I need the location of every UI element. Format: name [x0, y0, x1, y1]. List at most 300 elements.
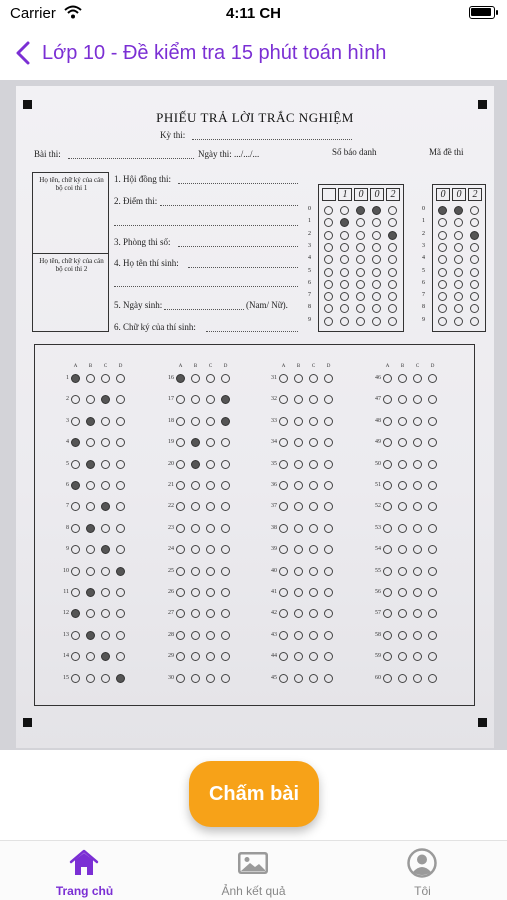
answer-bubble: [324, 609, 333, 618]
answer-bubble: [176, 417, 185, 426]
tab-profile-label: Tôi: [414, 884, 431, 898]
answer-bubble: [279, 502, 288, 511]
question-number: 37: [271, 503, 277, 510]
question-number: 54: [375, 546, 381, 553]
candidate-number-bubble: [324, 317, 333, 326]
answer-bubble: [398, 460, 407, 469]
answer-bubble: [86, 374, 95, 383]
answer-bubble: [101, 567, 110, 576]
question-number: 50: [375, 460, 381, 467]
exam-code-bubble: [438, 292, 447, 301]
answer-bubble: [279, 609, 288, 618]
choice-letter: A: [281, 364, 286, 369]
answer-bubble: [428, 652, 437, 661]
exam-code-row-label: 3: [422, 242, 425, 249]
answer-bubble: [221, 374, 230, 383]
candidate-number-bubble: [356, 243, 365, 252]
answer-bubble: [116, 545, 125, 554]
answer-bubble: [221, 524, 230, 533]
answer-grid: [35, 345, 476, 707]
question-number: 2: [66, 396, 69, 403]
question-number: 19: [168, 439, 174, 446]
answer-bubble: [71, 417, 80, 426]
answer-bubble: [398, 502, 407, 511]
answer-bubble: [71, 652, 80, 661]
answer-bubble: [324, 502, 333, 511]
exam-code-row-label: 2: [422, 230, 425, 237]
answer-bubble: [71, 567, 80, 576]
candidate-number-bubble: [372, 304, 381, 313]
answer-bubble: [116, 438, 125, 447]
answer-bubble: [413, 395, 422, 404]
answer-bubble: [428, 588, 437, 597]
answer-bubble: [191, 674, 200, 683]
answer-bubble: [324, 417, 333, 426]
answer-bubble: [86, 417, 95, 426]
exam-code-row-label: 5: [422, 267, 425, 274]
question-number: 52: [375, 503, 381, 510]
exam-code-bubble: [470, 317, 479, 326]
exam-code-row-label: 8: [422, 304, 425, 311]
answer-bubble: [294, 417, 303, 426]
candidate-number-box: [308, 184, 404, 332]
answer-bubble: [116, 652, 125, 661]
answer-bubble: [176, 502, 185, 511]
exam-code-written-digit: 0: [436, 188, 450, 201]
answer-bubble: [398, 609, 407, 618]
answer-bubble: [191, 545, 200, 554]
answer-bubble: [176, 631, 185, 640]
exam-code-bubble: [470, 304, 479, 313]
question-number: 40: [271, 567, 277, 574]
answer-bubble: [71, 588, 80, 597]
exam-code-bubble: [438, 317, 447, 326]
exam-code-bubble: [470, 218, 479, 227]
answer-bubble: [206, 438, 215, 447]
question-number: 9: [66, 546, 69, 553]
answer-bubble: [413, 417, 422, 426]
answer-bubble: [71, 545, 80, 554]
answer-bubble: [191, 374, 200, 383]
question-number: 59: [375, 653, 381, 660]
exam-code-bubble: [470, 243, 479, 252]
choice-letter: A: [178, 364, 183, 369]
answer-bubble: [309, 631, 318, 640]
answer-bubble: [398, 438, 407, 447]
exam-code-bubble: [438, 255, 447, 264]
answer-bubble: [413, 502, 422, 511]
answer-bubble: [309, 395, 318, 404]
answer-bubble: [309, 502, 318, 511]
field-line: [160, 205, 298, 206]
answer-bubble: [428, 374, 437, 383]
candidate-number-bubble: [340, 231, 349, 240]
field-line: [178, 183, 298, 184]
answer-bubble: [398, 631, 407, 640]
answer-bubble: [398, 588, 407, 597]
answer-bubble: [71, 609, 80, 618]
answer-bubble: [324, 652, 333, 661]
exam-code-row-label: 4: [422, 255, 425, 262]
answer-bubble: [71, 502, 80, 511]
answer-bubble: [116, 374, 125, 383]
answer-bubble: [428, 674, 437, 683]
answer-bubble: [71, 524, 80, 533]
exam-code-bubble: [470, 268, 479, 277]
exam-code-bubble: [470, 255, 479, 264]
choice-letter: D: [118, 364, 123, 369]
answer-bubble: [221, 652, 230, 661]
answer-bubble: [101, 374, 110, 383]
answer-bubble: [398, 524, 407, 533]
question-number: 49: [375, 439, 381, 446]
answer-bubble: [324, 631, 333, 640]
answer-bubble: [383, 460, 392, 469]
question-number: 58: [375, 631, 381, 638]
question-number: 31: [271, 375, 277, 381]
proctor-divider: [33, 253, 108, 254]
navigation-bar: [0, 28, 507, 78]
exam-code-bubble: [454, 255, 463, 264]
answer-bubble: [101, 631, 110, 640]
answer-bubble: [413, 460, 422, 469]
candidate-number-bubble: [324, 218, 333, 227]
answer-bubble: [309, 481, 318, 490]
answer-bubble: [279, 524, 288, 533]
question-number: 26: [168, 589, 174, 595]
answer-bubble: [413, 374, 422, 383]
answer-bubble: [383, 567, 392, 576]
answer-bubble: [279, 438, 288, 447]
question-number: 17: [168, 396, 174, 403]
answer-bubble: [116, 674, 125, 683]
exam-code-written-digit: 0: [452, 188, 466, 201]
question-number: 57: [375, 610, 381, 617]
answer-bubble: [101, 652, 110, 661]
answer-bubble: [428, 438, 437, 447]
answer-bubble: [116, 417, 125, 426]
candidate-number-bubble: [356, 280, 365, 289]
candidate-number-row-label: 9: [308, 316, 311, 323]
corner-mark: [478, 100, 487, 109]
answer-bubble: [383, 395, 392, 404]
answer-bubble: [324, 460, 333, 469]
answer-bubble: [428, 502, 437, 511]
answer-bubble: [279, 481, 288, 490]
answer-bubble: [413, 545, 422, 554]
exam-code-written-digit: 2: [468, 188, 482, 201]
candidate-number-bubble: [372, 280, 381, 289]
candidate-number-bubble: [372, 268, 381, 277]
candidate-number-grid: [306, 162, 408, 332]
candidate-number-bubble: [356, 317, 365, 326]
answer-bubble: [176, 545, 185, 554]
answer-bubble: [71, 438, 80, 447]
candidate-number-row-label: 7: [308, 292, 311, 299]
answer-bubble: [101, 481, 110, 490]
choice-letter: D: [223, 364, 228, 369]
answer-bubble: [116, 588, 125, 597]
candidate-number-bubble: [372, 206, 381, 215]
choice-letter: D: [430, 364, 435, 369]
sheet-title: PHIẾU TRẢ LỜI TRẮC NGHIỆM: [156, 110, 354, 125]
candidate-number-bubble: [372, 292, 381, 301]
exam-code-bubble: [438, 304, 447, 313]
tab-result-images[interactable]: [169, 841, 338, 900]
question-number: 32: [271, 396, 277, 403]
exam-code-row-label: 9: [422, 316, 425, 323]
candidate-number-bubble: [324, 304, 333, 313]
answer-bubble: [191, 481, 200, 490]
candidate-number-bubble: [372, 255, 381, 264]
question-number: 27: [168, 610, 174, 617]
answer-bubble: [294, 652, 303, 661]
choice-letter: C: [415, 364, 420, 369]
candidate-number-bubble: [340, 206, 349, 215]
answer-bubble: [294, 438, 303, 447]
answer-bubble: [294, 588, 303, 597]
answer-bubble: [206, 652, 215, 661]
answer-bubble: [191, 652, 200, 661]
candidate-number-row-label: 4: [308, 255, 311, 262]
answer-bubble: [324, 588, 333, 597]
answer-bubble: [86, 460, 95, 469]
exam-code-bubble: [454, 268, 463, 277]
question-number: 23: [168, 524, 174, 531]
answer-bubble: [221, 438, 230, 447]
answer-bubble: [383, 374, 392, 383]
exam-code-bubble: [470, 206, 479, 215]
answer-bubble: [191, 502, 200, 511]
answer-bubble: [324, 395, 333, 404]
answer-bubble: [86, 395, 95, 404]
status-bar: [0, 0, 507, 28]
exam-code-bubble: [438, 280, 447, 289]
exam-code-bubble: [454, 317, 463, 326]
question-number: 41: [271, 589, 277, 595]
answer-bubble: [176, 438, 185, 447]
user-icon: [405, 847, 439, 879]
proctor-box: [32, 172, 109, 332]
question-number: 13: [63, 631, 69, 638]
subject-line: [68, 158, 194, 159]
answer-bubble: [206, 395, 215, 404]
answer-bubble: [71, 631, 80, 640]
candidate-number-bubble: [324, 292, 333, 301]
choice-letter: C: [208, 364, 213, 369]
tab-home-label: Trang chủ: [55, 884, 114, 898]
exam-code-bubble: [454, 206, 463, 215]
answer-bubble: [221, 417, 230, 426]
tab-profile[interactable]: [338, 841, 507, 900]
answer-bubble: [101, 438, 110, 447]
answer-bubble: [206, 588, 215, 597]
answer-bubble: [294, 502, 303, 511]
question-number: 10: [63, 567, 69, 574]
question-number: 6: [66, 482, 69, 488]
question-number: 39: [271, 546, 277, 553]
candidate-number-bubble: [388, 280, 397, 289]
page-title: Lớp 10 - Đề kiểm tra 15 phút toán hình: [42, 41, 387, 64]
answer-bubble: [428, 481, 437, 490]
answer-bubble: [176, 588, 185, 597]
answer-bubble: [279, 674, 288, 683]
answer-bubble: [413, 438, 422, 447]
answer-bubble: [279, 460, 288, 469]
answer-bubble: [101, 417, 110, 426]
field-line: [164, 309, 244, 310]
answer-bubble: [309, 652, 318, 661]
answer-bubble: [398, 395, 407, 404]
candidate-number-row-label: 6: [308, 279, 311, 286]
exam-code-bubble: [438, 268, 447, 277]
answer-bubble: [71, 674, 80, 683]
answer-bubble: [413, 609, 422, 618]
answer-bubble: [398, 567, 407, 576]
exam-code-box: [422, 184, 486, 332]
question-number: 22: [168, 503, 174, 510]
answer-bubble: [101, 502, 110, 511]
candidate-number-bubble: [372, 231, 381, 240]
answer-bubble: [86, 609, 95, 618]
corner-mark: [23, 718, 32, 727]
candidate-number-row-label: 0: [308, 206, 311, 212]
answer-bubble: [398, 374, 407, 383]
answer-bubble: [116, 395, 125, 404]
question-number: 51: [375, 482, 381, 488]
choice-letter: C: [103, 364, 108, 369]
question-number: 48: [375, 417, 381, 424]
choice-letter: B: [88, 364, 93, 369]
exam-code-bubble: [438, 231, 447, 240]
answer-bubble: [398, 545, 407, 554]
candidate-number-bubble: [340, 304, 349, 313]
answer-bubble: [176, 674, 185, 683]
answer-bubble: [206, 609, 215, 618]
answer-bubble: [221, 395, 230, 404]
answer-bubble: [279, 417, 288, 426]
grade-button[interactable]: Chấm bài: [189, 761, 319, 827]
choice-letter: A: [73, 364, 78, 369]
candidate-number-row-label: 2: [308, 230, 311, 237]
candidate-number-bubble: [388, 243, 397, 252]
candidate-number-written-digit: 0: [370, 188, 384, 201]
answer-bubble: [176, 567, 185, 576]
answer-bubble: [176, 652, 185, 661]
exam-code-bubble: [438, 243, 447, 252]
candidate-number-bubble: [340, 218, 349, 227]
tab-bar: [0, 840, 507, 900]
answer-bubble: [383, 438, 392, 447]
answer-bubble: [221, 674, 230, 683]
answer-bubble: [101, 609, 110, 618]
answer-bubble: [191, 631, 200, 640]
answer-bubble: [206, 567, 215, 576]
answer-bubble: [383, 481, 392, 490]
answer-bubble: [116, 502, 125, 511]
answer-bubble: [191, 609, 200, 618]
candidate-number-written-digit: 2: [386, 188, 400, 201]
answer-bubble: [309, 374, 318, 383]
answer-bubble: [428, 417, 437, 426]
choice-letter: A: [385, 364, 390, 369]
candidate-number-bubble: [356, 218, 365, 227]
question-number: 43: [271, 631, 277, 638]
exam-code-bubble: [470, 280, 479, 289]
answer-bubble: [428, 460, 437, 469]
carrier-label: Carrier: [10, 5, 56, 22]
question-number: 15: [63, 674, 69, 681]
exam-code-row-label: 7: [422, 292, 425, 299]
exam-label: Kỳ thi:: [160, 130, 186, 140]
exam-code-bubble: [454, 304, 463, 313]
candidate-number-written-digit: 1: [338, 188, 352, 201]
answer-bubble: [309, 588, 318, 597]
answer-bubble: [86, 481, 95, 490]
field-line: [206, 331, 298, 332]
answer-bubble: [116, 609, 125, 618]
tab-home[interactable]: [0, 841, 169, 900]
answer-bubble: [176, 460, 185, 469]
proctor2-label: Họ tên, chữ ký của cán bộ coi thi 2: [39, 257, 104, 273]
choice-letter: B: [296, 364, 301, 369]
exam-code-bubble: [438, 206, 447, 215]
answer-bubble: [206, 545, 215, 554]
choice-letter: C: [311, 364, 316, 369]
candidate-number-bubble: [356, 292, 365, 301]
answer-bubble: [294, 481, 303, 490]
answer-bubble: [191, 524, 200, 533]
field-candidate-name: 4. Họ tên thí sinh:: [114, 258, 179, 268]
answer-bubble: [86, 652, 95, 661]
answer-bubble: [413, 524, 422, 533]
answer-bubble: [428, 609, 437, 618]
answer-bubble: [294, 609, 303, 618]
exam-code-row-label: 1: [422, 218, 425, 225]
question-number: 47: [375, 396, 381, 403]
question-number: 53: [375, 524, 381, 531]
exam-code-bubble: [454, 280, 463, 289]
answer-bubble: [86, 567, 95, 576]
question-number: 30: [168, 674, 174, 681]
field-room: 3. Phòng thi số:: [114, 237, 171, 247]
answer-bubble: [413, 674, 422, 683]
answer-bubble: [221, 609, 230, 618]
question-number: 24: [168, 546, 174, 553]
answer-bubble: [221, 588, 230, 597]
answer-bubble: [383, 609, 392, 618]
back-button[interactable]: [12, 36, 386, 70]
candidate-number-bubble: [356, 231, 365, 240]
answer-bubble: [324, 374, 333, 383]
candidate-number-bubble: [340, 280, 349, 289]
candidate-number-bubble: [388, 292, 397, 301]
answer-bubble: [101, 674, 110, 683]
answer-bubble: [101, 524, 110, 533]
candidate-number-written-digit: [322, 188, 336, 201]
answer-bubble: [221, 460, 230, 469]
image-icon: [236, 847, 270, 879]
candidate-number-bubble: [340, 268, 349, 277]
answer-bubble: [86, 631, 95, 640]
answer-bubble: [71, 395, 80, 404]
question-number: 14: [63, 653, 69, 660]
candidate-number-bubble: [324, 255, 333, 264]
question-number: 55: [375, 567, 381, 574]
answer-bubble: [324, 567, 333, 576]
choice-letter: D: [326, 364, 331, 369]
question-number: 20: [168, 460, 174, 467]
